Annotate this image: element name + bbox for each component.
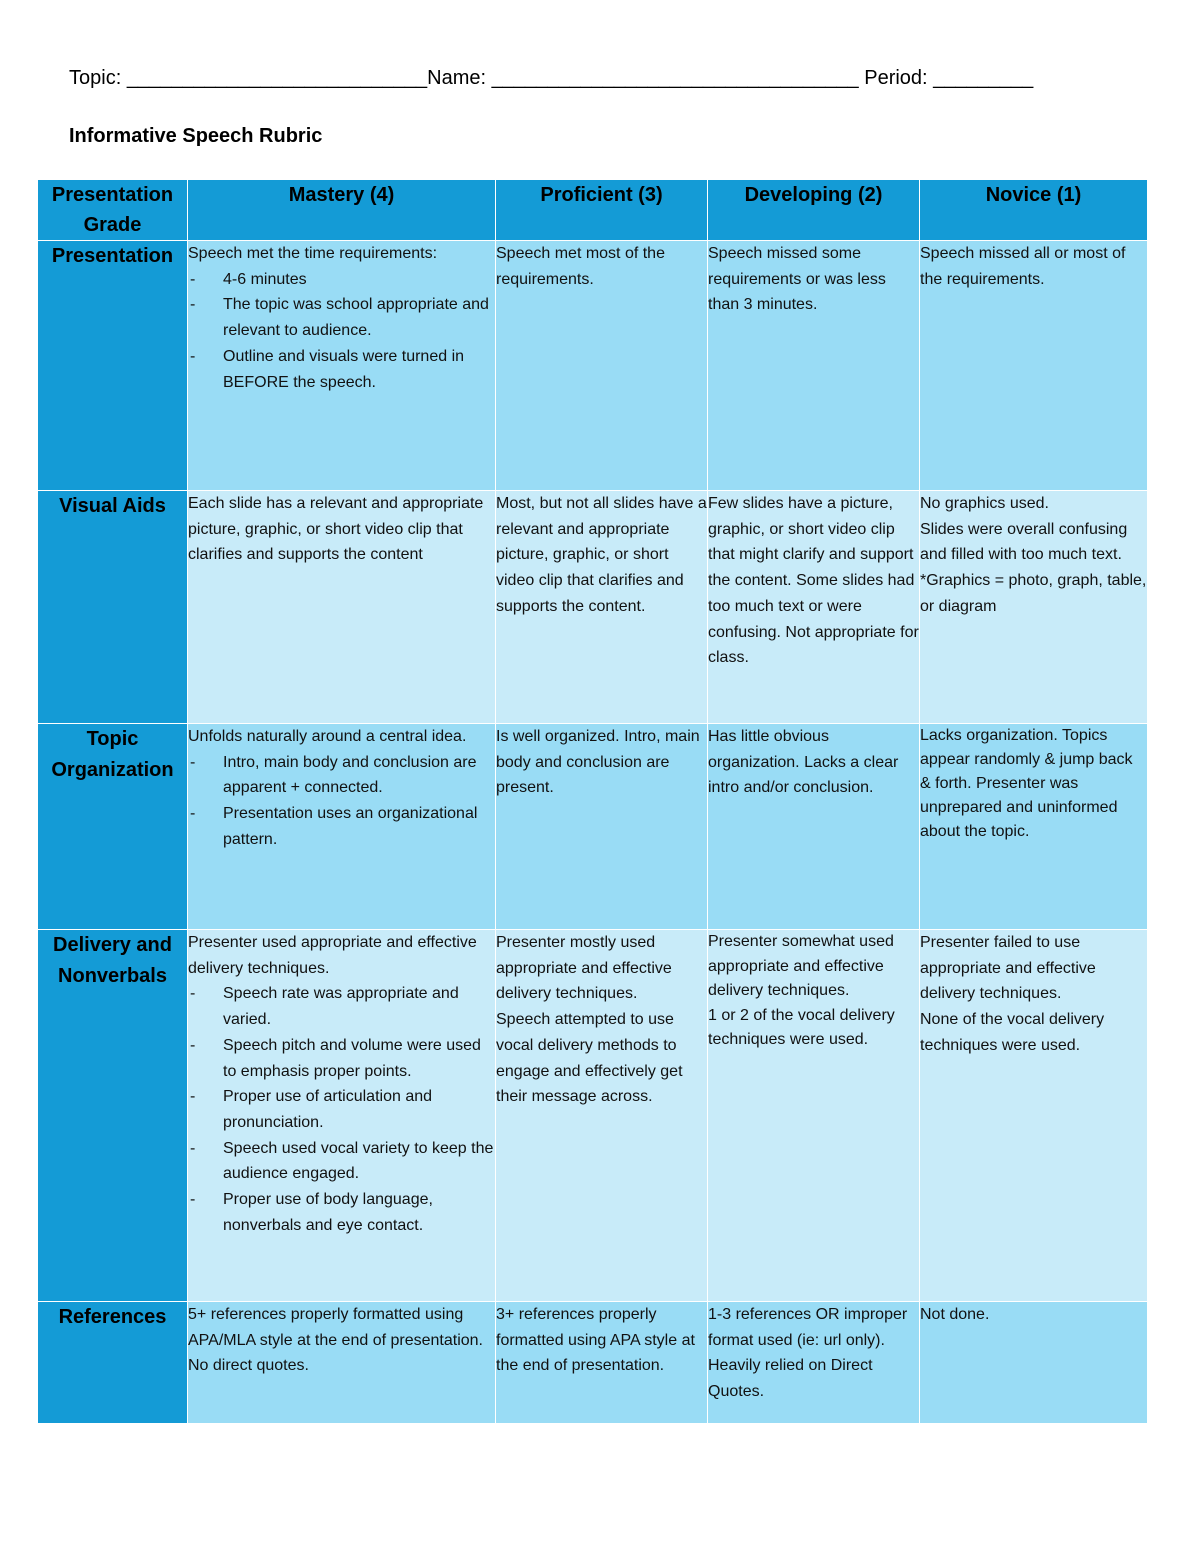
row-header-topic-organization: Topic Organization [38,724,188,930]
cell-delivery-novice [920,930,1148,1302]
cell-delivery-developing [708,930,920,1302]
bullet-list [188,267,495,396]
list-item: - Speech rate was appropriate and varied. [188,981,495,1032]
cell-topic-organization-proficient: Is well organized. Intro, main body and conclusion are present. [496,724,708,930]
header-row [38,180,1148,241]
list-item: - 4-6 minutes [188,267,495,293]
column-header-developing: Developing (2) [708,180,920,241]
document-title: Informative Speech Rubric [69,125,323,147]
cell-text: Speech attempted to use vocal delivery methods to engage and effectively get their message across. [496,1011,683,1106]
row-header-references: References [38,1302,188,1424]
cell-text: 1 or 2 of the vocal delivery techniques were used. [708,1006,895,1048]
list-item: - Proper use of articulation and pronunciation. [188,1084,495,1135]
list-item: - Presentation uses an organizational pattern. [188,801,495,852]
list-item: - Speech pitch and volume were used to emphasis proper points. [188,1033,495,1084]
table-row [38,724,1148,930]
bullet-list [188,981,495,1238]
list-item: - Intro, main body and conclusion are apparent + connected. [188,750,495,801]
cell-topic-organization-mastery [188,724,496,930]
cell-text: Presenter failed to use appropriate and effective delivery techniques. [920,934,1096,1003]
row-header-delivery-nonverbals: Delivery and Nonverbals [38,930,188,1302]
cell-presentation-mastery [188,241,496,491]
cell-text: Speech met the time requirements: [188,245,438,262]
cell-text: No graphics used. [920,495,1049,512]
cell-text: Slides were overall confusing and filled with too much text. [920,520,1128,564]
cell-presentation-developing: Speech missed some requirements or was less than 3 minutes. [708,241,920,491]
cell-presentation-proficient: Speech met most of the requirements. [496,241,708,491]
cell-text: Presenter used appropriate and effective delivery techniques. [188,934,477,977]
bullet-list [188,750,495,853]
table-row [38,930,1148,1302]
name-label: Name: [427,67,492,89]
table-row [38,1302,1148,1424]
cell-visual-aids-novice [920,491,1148,724]
cell-references-proficient: 3+ references properly formatted using APA style at the end of presentation. [496,1302,708,1424]
row-header-visual-aids: Visual Aids [38,491,188,724]
cell-visual-aids-proficient: Most, but not all slides have a relevant and appropriate picture, graphic, or short video clip that clarifies and supports the content. [496,491,708,724]
name-blank[interactable]: _________________________________ [491,67,859,89]
cell-visual-aids-mastery: Each slide has a relevant and appropriate picture, graphic, or short video clip that clarifies and supports the content [188,491,496,724]
cell-references-mastery: 5+ references properly formatted using APA/MLA style at the end of presentation. No direct quotes. [188,1302,496,1424]
list-item: - Outline and visuals were turned in BEFORE the speech. [188,344,495,395]
cell-topic-organization-developing: Has little obvious organization. Lacks a clear intro and/or conclusion. [708,724,920,930]
cell-text: None of the vocal delivery techniques were used. [920,1011,1105,1054]
column-header-proficient: Proficient (3) [496,180,708,241]
cell-topic-organization-novice: Lacks organization. Topics appear randomly & jump back & forth. Presenter was unprepared and uninformed about the topic. [920,724,1148,930]
period-blank[interactable]: _________ [933,67,1034,89]
cell-references-novice: Not done. [920,1302,1148,1424]
cell-references-developing: 1-3 references OR improper format used (ie: url only). Heavily relied on Direct Quotes. [708,1302,920,1424]
cell-presentation-novice: Speech missed all or most of the requirements. [920,241,1148,491]
topic-label: Topic: [69,67,127,89]
column-header-novice: Novice (1) [920,180,1148,241]
cell-text: Unfolds naturally around a central idea. [188,728,467,745]
period-label: Period: [858,67,934,89]
table-row [38,491,1148,724]
cell-text: Presenter somewhat used appropriate and effective delivery techniques. [708,933,894,999]
cell-delivery-mastery [188,930,496,1302]
column-header-grade: Presentation Grade [38,180,188,241]
cell-text: *Graphics = photo, graph, table, or diagram [920,572,1147,615]
column-header-mastery: Mastery (4) [188,180,496,241]
list-item: - The topic was school appropriate and relevant to audience. [188,292,495,343]
list-item: - Speech used vocal variety to keep the audience engaged. [188,1136,495,1187]
cell-visual-aids-developing: Few slides have a picture, graphic, or short video clip that might clarify and support the content. Some slides had too much text or were confusing. Not appropriate for class. [708,491,920,724]
row-header-presentation: Presentation [38,241,188,491]
table-row [38,241,1148,491]
topic-blank[interactable]: ___________________________ [126,67,428,89]
rubric-table [37,179,1148,1424]
cell-text: Presenter mostly used appropriate and effective delivery techniques. [496,934,672,1003]
list-item: - Proper use of body language, nonverbals and eye contact. [188,1187,495,1238]
cell-delivery-proficient [496,930,708,1302]
header-line [69,64,1149,92]
